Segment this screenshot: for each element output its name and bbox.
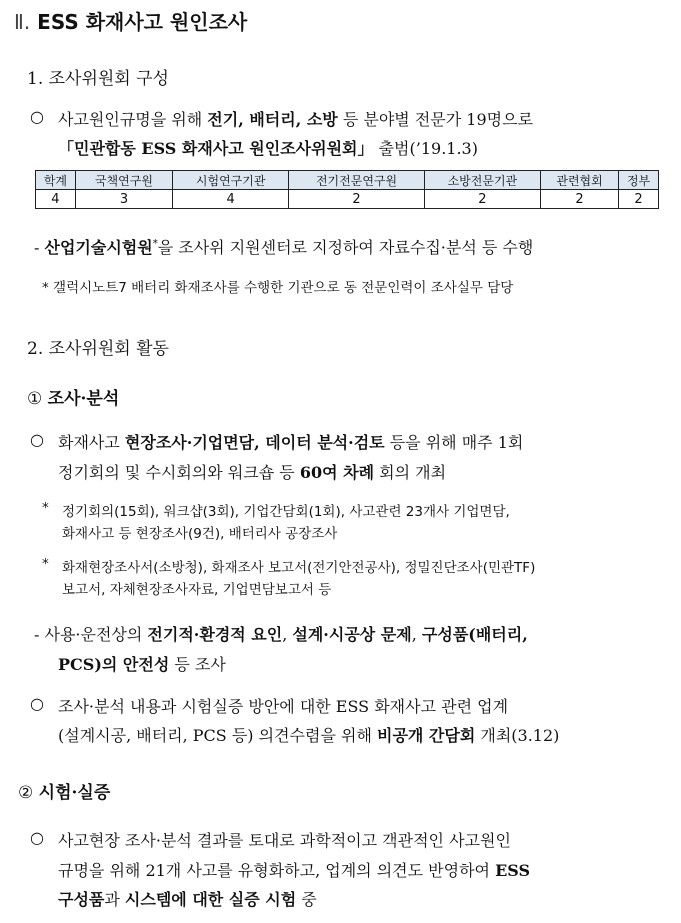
bullet-circle: ○ [30,828,44,847]
table-header-cell: 정부 [619,171,659,190]
footnote-prefix: * [42,556,49,572]
table-header-cell: 관련협회 [541,171,619,190]
bullet-2-line-2: 정기회의 및 수시회의와 워크숍 등 60여 차례 회의 개최 [58,463,447,482]
dash-item-1: - 산업기술시험원*을 조사위 지원센터로 지정하여 자료수집·분석 등 수행 [34,238,534,257]
subsection-1-heading: ① 조사·분석 [27,389,120,409]
title-text: ESS 화재사고 원인조사 [37,10,248,34]
dash-item-2-line-1: - 사용·운전상의 전기적·환경적 요인, 설계·시공상 문제, 구성품(배터리, [34,625,528,644]
table-cell: 2 [541,190,619,209]
table-header-cell: 시험연구기관 [173,171,289,190]
committee-composition-table [35,170,659,209]
table-header-cell: 국책연구원 [75,171,172,190]
bullet-circle: ○ [30,107,44,126]
page-title [14,6,247,35]
bullet-4-line-2: 규명을 위해 21개 사고를 유형화하고, 업계의 의견도 반영하여 ESS [58,861,531,880]
section-1-heading: 1. 조사위원회 구성 [27,69,169,89]
bullet-3-line-2: (설계시공, 배터리, PCS 등) 의견수렴을 위해 비공개 간담회 개최(3.12) [58,726,560,745]
table-cell: 2 [289,190,424,209]
bullet-4-line-1: 사고현장 조사·분석 결과를 토대로 과학적이고 객관적인 사고원인 [58,831,511,850]
bullet-2-line-1: 화재사고 현장조사·기업면담, 데이터 분석·검토 등을 위해 매주 1회 [58,433,524,452]
footnote-2-line-2: 화재사고 등 현장조사(9건), 배터리사 공장조사 [62,526,338,542]
table-cell: 4 [173,190,289,209]
table-header-cell: 전기전문연구원 [289,171,424,190]
table-cell: 4 [36,190,76,209]
bullet-1-line-1: 사고원인규명을 위해 전기, 배터리, 소방 등 분야별 전문가 19명으로 [58,110,534,129]
table-header-cell: 학계 [36,171,76,190]
footnote-3-line-2: 보고서, 자체현장조사자료, 기업면담보고서 등 [62,582,332,598]
footnote-3-line-1: 화재현장조사서(소방청), 화재조사 보고서(전기안전공사), 정밀진단조사(민관TF) [62,560,536,576]
footnote-prefix: * [42,500,49,516]
bullet-circle: ○ [30,694,44,713]
subsection-2-heading: ② 시험·실증 [18,783,111,803]
table-header-row [36,171,659,190]
footnote-2-line-1: 정기회의(15회), 워크샵(3회), 기업간담회(1회), 사고관련 23개사 기업면담, [62,504,510,520]
section-2-heading: 2. 조사위원회 활동 [27,339,169,359]
bullet-1-line-2: 「민관합동 ESS 화재사고 원인조사위원회」 출범(’19.1.3) [58,139,478,158]
bullet-circle: ○ [30,430,44,449]
table-header-cell: 소방전문기관 [424,171,540,190]
bullet-4-line-3: 구성품과 시스템에 대한 실증 시험 중 [58,890,317,909]
table-cell: 2 [424,190,540,209]
table-cell: 2 [619,190,659,209]
dash-item-2-line-2: PCS)의 안전성 등 조사 [58,655,226,674]
footnote-1: * 갤럭시노트7 배터리 화재조사를 수행한 기관으로 동 전문인력이 조사실무 담당 [42,280,514,296]
title-roman-numeral: Ⅱ. [14,10,31,34]
bullet-3-line-1: 조사·분석 내용과 시험실증 방안에 대한 ESS 화재사고 관련 업계 [58,697,509,716]
table-row [36,190,659,209]
table-cell: 3 [75,190,172,209]
